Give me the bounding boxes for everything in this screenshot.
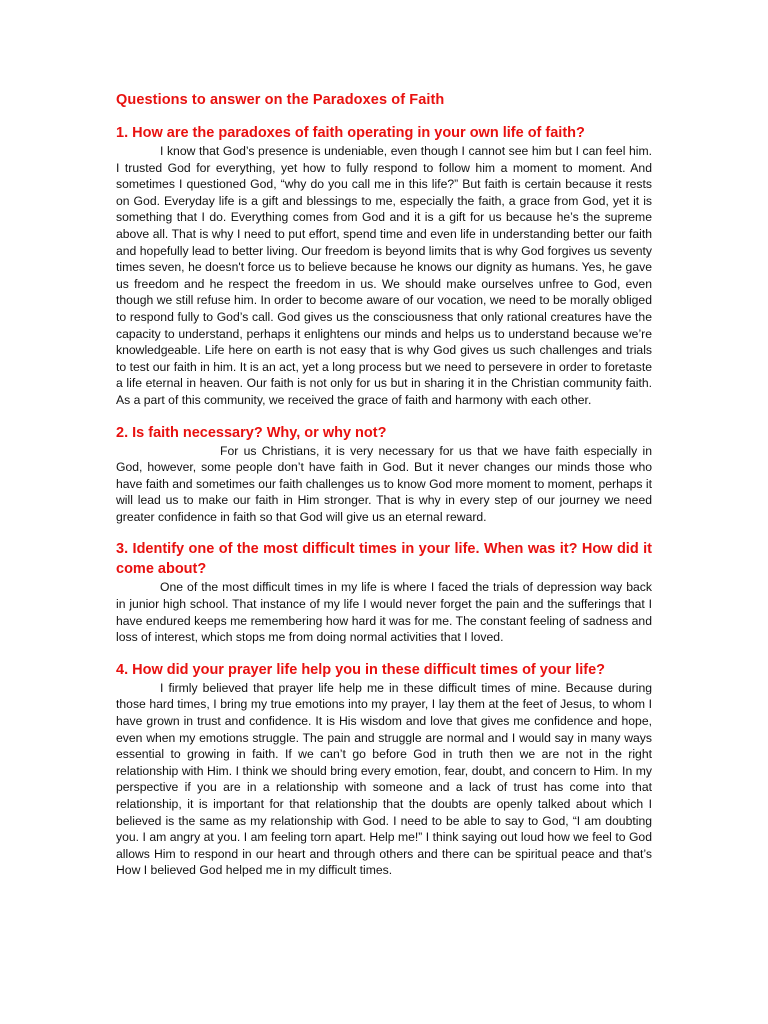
answer-paragraph-2: For us Christians, it is very necessary for us that we have faith especially in God, however, some people don’t have faith in God. But it never changes our minds those who have faith and sometimes our faith challenges us to know God more moment to moment, perhaps it will lead us to make our faith in Him stronger. That is why in every step of our journey we need greater confidence in faith so that God will give us an eternal reward. [116,443,652,524]
question-heading-4: 4. How did your prayer life help you in these difficult times of your life? [116,661,606,678]
question-heading-3: 3. Identify one of the most difficult times in your life. When was it? How did it come about? [116,541,652,578]
answer-paragraph-1: I know that God’s presence is undeniable, even though I cannot see him but I can feel him. I trusted God for everything, yet how to fully respond to follow him a moment to moment. And sometimes I questioned God, “why do you call me in this life?” But faith is certain because it rests on God. Everyday life is a gift and blessings to me, especially the faith, a grace from God, yet it is something that I do. Everything comes from God and it is a gift for us because he’s the supreme above all. That is why I need to put effort, spend time and even life in understanding better our faith and hopefully lead to better living. Our freedom is beyond limits that is why God forgives us seventy times seven, he doesn't force us to believe because he knows our dignity as humans. Yes, he gave us freedom and he respect the freedom in us. We should make ourselves unfree to God, even though we still refuse him. In order to become aware of our vocation, we need to be morally obliged to respond fully to God’s call. God gives us the consciousness that only rational creatures have the capacity to understand, perhaps it enlightens our minds and helps us to understand because we’re knowledgeable. Life here on earth is not easy that is why God gives us such challenges and trials to test our faith in him. It is an act, yet a long process but we need to persevere in order to foretaste a life eternal in heaven. Our faith is not only for us but in sharing it in the Christian community faith. As a part of this community, we received the grace of faith and harmony with each other. [116,144,652,407]
answer-paragraph-4: I firmly believed that prayer life help me in these difficult times of mine. Because during those hard times, I bring my true emotions into my prayer, I lay them at the feet of Jesus, to whom I have grown in trust and confidence. It is His wisdom and love that gives me confidence and hope, even when my emotions struggle. The pain and struggle are normal and I would say in many ways essential to growing in faith. If we can’t go before God in truth then we are not in the right relationship with Him. I think we should bring every emotion, fear, doubt, and concern to Him. In my perspective if you are in a relationship with someone and a lack of trust has come into that relationship, it is important for that relationship that the doubts are openly talked about which I believed is the same as my relationship with God. I need to be able to say to God, “I am doubting you. I am angry at you. I am feeling torn apart. Help me!” I think saying out loud how we feel to God allows Him to respond in our heart and through others and there can be spiritual peace and that’s How I believed God helped me in my difficult times. [116,680,652,878]
question-heading-2: 2. Is faith necessary? Why, or why not? [116,424,387,441]
question-section-1 [116,123,652,409]
question-heading-1: 1. How are the paradoxes of faith operating in your own life of faith? [116,125,585,141]
document-title: Questions to answer on the Paradoxes of Faith [116,92,445,108]
document-page [116,88,652,893]
answer-paragraph-3: One of the most difficult times in my life is where I faced the trials of depression way back in junior high school. That instance of my life I would never forget the pain and the sufferings that I have endured keeps me remembering how hard it was for me. The constant feeling of sadness and loss of interest, which stops me from doing normal activities that I loved. [116,580,652,645]
question-section-4 [116,660,652,879]
question-section-2 [116,423,652,526]
question-section-3 [116,539,652,645]
